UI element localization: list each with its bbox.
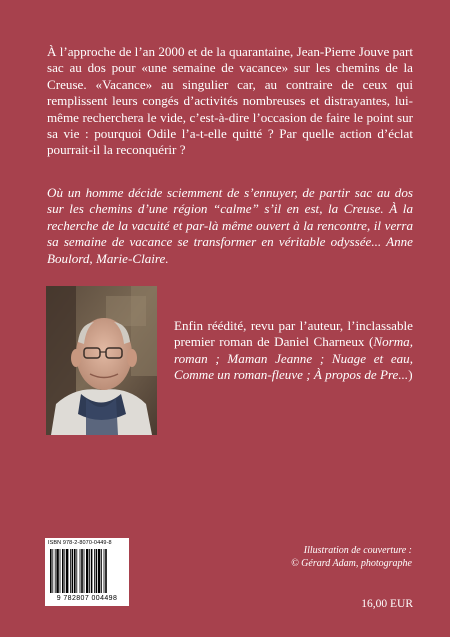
illustration-credit (242, 545, 412, 570)
isbn-label: ISBN 978-2-8070-0449-8 (48, 540, 112, 546)
credit-name: © Gérard Adam, photographe (291, 557, 412, 569)
edition-note-close: ) (408, 367, 413, 383)
barcode-icon (50, 549, 124, 593)
credit-label: Illustration de couverture : (303, 545, 412, 556)
author-portrait-image (46, 286, 157, 435)
edition-note (174, 318, 413, 384)
barcode-digits: 9 782807 004498 (56, 595, 118, 602)
author-photo (46, 286, 157, 435)
press-quote: Où un homme décide sciemment de s’ennuyer, de partir sac au dos sur les chemins d’une région “calme” s’il en est, la Creuse. À la recherche de la vacuité et par-là même ouvert à la rencontre, il verra sa semaine de vacance se transformer en véritable odyssée... Anne Boulord, Marie-Claire. (47, 185, 413, 266)
synopsis-paragraph: À l’approche de l’an 2000 et de la quarantaine, Jean-Pierre Jouve part sac au dos pour «une semaine de vacance» sur les chemins de la Creuse. «Vacance» au singulier car, au contraire de ceux qui remplissent leurs congés d’activités nombreuses et distrayantes, lui-même recherchera le vide, c’est-à-dire l’occasion de faire le point sur sa vie : pourquoi Odile l’a-t-elle quitté ? Par quelle action d’éclat pourrait-il la reconquérir ? (47, 44, 413, 158)
edition-note-text: Enfin réédité, revu par l’auteur, l’inclassable premier roman de Daniel Charneux ( (174, 318, 413, 350)
isbn-barcode (45, 538, 129, 606)
price-label: 16,00 EUR (361, 598, 413, 610)
other-works-list: Norma, roman ; Maman Jeanne ; Nuage et eau, Comme un roman-fleuve ; À propos de Pre... (174, 334, 413, 383)
